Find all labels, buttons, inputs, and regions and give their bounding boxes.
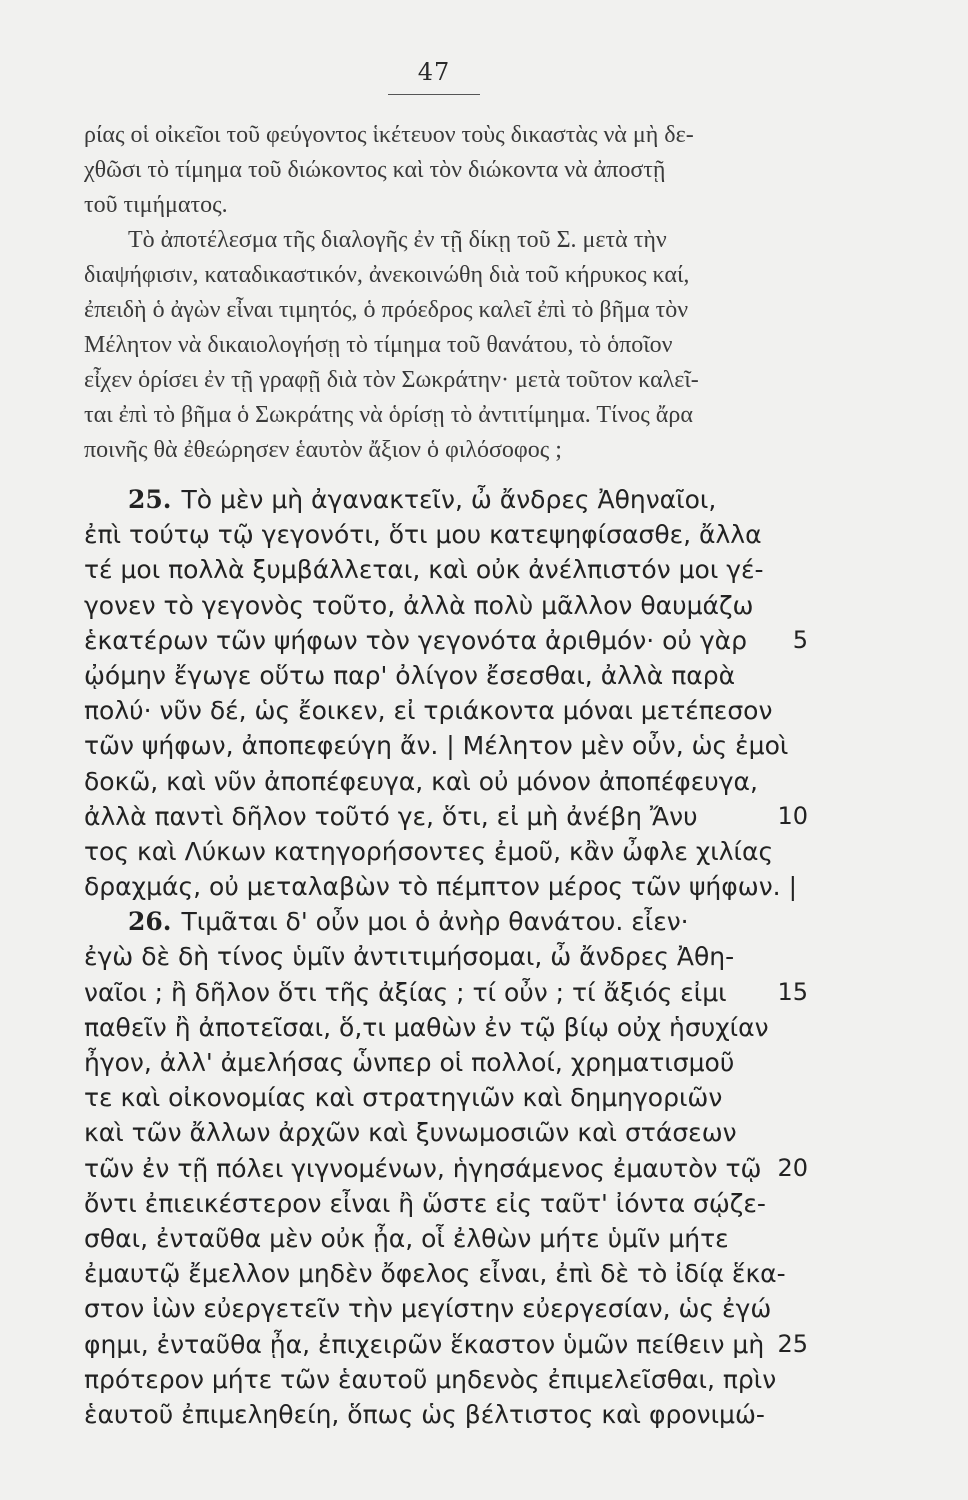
- line-number: 20: [777, 1153, 808, 1182]
- commentary-line: ἐπειδὴ ὁ ἀγὼν εἶναι τιμητός, ὁ πρόεδρος καλεῖ ἐπὶ τὸ βῆμα τὸν: [84, 297, 689, 323]
- commentary-line: εἶχεν ὁρίσει ἐν τῇ γραφῇ διὰ τὸν Σωκράτην· μετὰ τοῦτον καλεῖ-: [84, 367, 699, 393]
- text-line: [84, 623, 808, 658]
- line-text: ἐπὶ τούτῳ τῷ γεγονότι, ὅτι μου κατεψηφίσασθε, ἄλλα: [84, 520, 762, 550]
- line-text: δραχμάς, οὐ μεταλαβὼν τὸ πέμπτον μέρος τῶν ψήφων. |: [84, 872, 797, 902]
- line-text: πολύ· νῦν δέ, ὡς ἔοικεν, εἰ τριάκοντα μόναι μετέπεσον: [84, 696, 773, 726]
- text-line: [84, 517, 796, 552]
- line-number: 5: [792, 625, 808, 654]
- commentary-line: χθῶσι τὸ τίμημα τοῦ διώκοντος καὶ τὸν διώκοντα νὰ ἀποστῇ: [84, 157, 666, 183]
- text-line: [84, 693, 796, 728]
- greek-text-block: [84, 482, 808, 1432]
- line-text: ναῖοι ; ἢ δῆλον ὅτι τῆς ἀξίας ; τί οὖν ; τί ἄξιός εἰμι: [84, 977, 727, 1007]
- commentary-line: ποινῆς θὰ ἐθεώρησεν ἑαυτὸν ἄξιον ὁ φιλόσοφος ;: [84, 437, 562, 463]
- line-text: ᾠόμην ἔγωγε οὕτω παρ' ὀλίγον ἔσεσθαι, ἀλλὰ παρὰ: [84, 660, 736, 690]
- line-text: ἐγὼ δὲ δὴ τίνος ὑμῖν ἀντιτιμήσομαι, ὦ ἄνδρες Ἀθη-: [84, 942, 735, 972]
- line-text: γονεν τὸ γεγονὸς τοῦτο, ἀλλὰ πολὺ μᾶλλον θαυμάζω: [84, 590, 754, 620]
- text-line: [84, 1362, 796, 1397]
- commentary-line: Τὸ ἀποτέλεσμα τῆς διαλογῆς ἐν τῇ δίκῃ τοῦ Σ. μετὰ τὴν: [128, 227, 667, 253]
- line-text: καὶ τῶν ἄλλων ἀρχῶν καὶ ξυνωμοσιῶν καὶ στάσεων: [84, 1118, 737, 1148]
- line-text: Τὸ μὲν μὴ ἀγανακτεῖν, ὦ ἄνδρες Ἀθηναῖοι,: [181, 485, 717, 514]
- text-line: [84, 552, 796, 587]
- line-text: φημι, ἐνταῦθα ᾖα, ἐπιχειρῶν ἕκαστον ὑμῶν πείθειν μὴ: [84, 1329, 765, 1359]
- text-line: [84, 1045, 796, 1080]
- line-text: δοκῶ, καὶ νῦν ἀποπέφευγα, καὶ οὐ μόνον ἀποπέφευγα,: [84, 766, 758, 796]
- text-line: [84, 1221, 796, 1256]
- line-text: ἑκατέρων τῶν ψήφων τὸν γεγονότα ἀριθμόν· οὐ γὰρ: [84, 625, 747, 655]
- section-number: 25.: [128, 485, 172, 514]
- text-line: [84, 658, 796, 693]
- text-line: [84, 1080, 796, 1115]
- page-number: 47: [417, 58, 451, 86]
- text-line: [84, 588, 796, 623]
- commentary-line: Μέλητον νὰ δικαιολογήσῃ τὸ τίμημα τοῦ θανάτου, τὸ ὁποῖον: [84, 332, 673, 358]
- commentary-line: ται ἐπὶ τὸ βῆμα ὁ Σωκράτης νὰ ὁρίσῃ τὸ ἀντιτίμημα. Τίνος ἄρα: [84, 402, 693, 428]
- text-line: [84, 1397, 796, 1432]
- text-line: [84, 1115, 796, 1150]
- text-line: [84, 1151, 808, 1186]
- line-text: ἐμαυτῷ ἔμελλον μηδὲν ὄφελος εἶναι, ἐπὶ δὲ τὸ ἰδίᾳ ἕκα-: [84, 1259, 786, 1289]
- line-text: τε καὶ οἰκονομίας καὶ στρατηγιῶν καὶ δημηγοριῶν: [84, 1083, 723, 1113]
- page-number-rule: [388, 94, 480, 95]
- text-line: [84, 764, 796, 799]
- text-line: [84, 1291, 796, 1326]
- line-text: ἑαυτοῦ ἐπιμεληθείη, ὅπως ὡς βέλτιστος καὶ φρονιμώ-: [84, 1399, 765, 1429]
- text-line: [84, 799, 808, 834]
- text-line: [84, 1186, 796, 1221]
- text-line: [84, 728, 796, 763]
- text-line: [84, 939, 796, 974]
- text-line: [84, 904, 796, 939]
- line-number: 15: [777, 977, 808, 1006]
- line-text: ἀλλὰ παντὶ δῆλον τοῦτό γε, ὅτι, εἰ μὴ ἀνέβη Ἄνυ: [84, 801, 698, 831]
- commentary-line: διαψήφισιν, καταδικαστικόν, ἀνεκοινώθη διὰ τοῦ κήρυκος καί,: [84, 262, 690, 288]
- line-text: παθεῖν ἢ ἀποτεῖσαι, ὅ,τι μαθὼν ἐν τῷ βίῳ οὐχ ἡσυχίαν: [84, 1012, 769, 1042]
- line-text: σθαι, ἐνταῦθα μὲν οὐκ ᾖα, οἷ ἐλθὼν μήτε ὑμῖν μήτε: [84, 1223, 729, 1253]
- line-text: τῶν ψήφων, ἀποπεφεύγη ἄν. | Μέλητον μὲν οὖν, ὡς ἐμοὶ: [84, 731, 789, 761]
- text-line: [84, 482, 796, 517]
- line-text: πρότερον μήτε τῶν ἑαυτοῦ μηδενὸς ἐπιμελεῖσθαι, πρὶν: [84, 1364, 777, 1394]
- line-text: ἦγον, ἀλλ' ἀμελήσας ὧνπερ οἱ πολλοί, χρηματισμοῦ: [84, 1048, 735, 1077]
- text-line: [84, 869, 796, 904]
- commentary-line: ρίας οἱ οἰκεῖοι τοῦ φεύγοντος ἱκέτευον τοὺς δικαστὰς νὰ μὴ δε-: [84, 122, 694, 148]
- commentary-block: [84, 118, 784, 468]
- text-line: [84, 975, 808, 1010]
- line-text: στον ἰὼν εὐεργετεῖν τὴν μεγίστην εὐεργεσίαν, ὡς ἐγώ: [84, 1294, 772, 1324]
- line-text: ὄντι ἐπιεικέστερον εἶναι ἢ ὥστε εἰς ταῦτ' ἰόντα σῴζε-: [84, 1188, 766, 1218]
- text-line: [84, 1256, 796, 1291]
- line-text: τῶν ἐν τῇ πόλει γιγνομένων, ἡγησάμενος ἐμαυτὸν τῷ: [84, 1153, 762, 1183]
- line-text: τος καὶ Λύκων κατηγορήσοντες ἐμοῦ, κἂν ὦφλε χιλίας: [84, 836, 774, 866]
- section-number: 26.: [128, 907, 172, 937]
- line-text: τέ μοι πολλὰ ξυμβάλλεται, καὶ οὐκ ἀνέλπιστόν μοι γέ-: [84, 555, 764, 585]
- line-number: 25: [777, 1329, 808, 1358]
- line-number: 10: [777, 801, 808, 830]
- text-line: [84, 834, 796, 869]
- line-text: Τιμᾶται δ' οὖν μοι ὁ ἀνὴρ θανάτου. εἶεν·: [181, 907, 689, 937]
- commentary-line: τοῦ τιμήματος.: [84, 192, 228, 218]
- text-line: [84, 1010, 796, 1045]
- text-line: [84, 1327, 808, 1362]
